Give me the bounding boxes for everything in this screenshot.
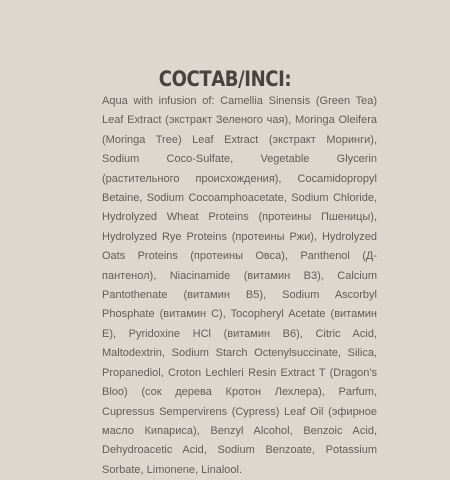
ingredients-list: Aqua with infusion of: Camellia Sinensis (Green Tea) Leaf Extract (экстракт Зеленого чая), Moringa Oleifera (Moringa Tree) Leaf Extract (экстракт Моринги), Sodium Coco-Sulfate, Vegetable Glycerin (растительного происхождения), Cocamidopropyl Betaine, Sodium Cocoamphoacetate, Sodium Chloride, Hydrolyzed Wheat Proteins (протеины Пшеницы), Hydrolyzed Rye Proteins (протеины Ржи), Hydrolyzed Oats Proteins (протеины Овса), Panthenol (Д-пантенол), Niacinamide (витамин В3), Calcium Pantothenate (витамин В5), Sodium Ascorbyl Phosphate (витамин С), Tocopheryl Acetate (витамин Е), Pyridoxine HCl (витамин В6), Citric Acid, Maltodextrin, Sodium Starch Octenylsuccinate, Silica, Propanediol, Croton Lechleri Resin Extract T (Dragon's Bloo) (сок дерева Кротон Лехлера), Parfum, Cupressus Sempervirens (Cypress) Leaf Oil (эфирное масло Кипариса), Benzyl Alcohol, Benzoic Acid, Dehydroacetic Acid, Sodium Benzoate, Potassium Sorbate, Limonene, Linalool.	[102, 95, 377, 476]
composition-heading: СОСТАВ/INCI:	[158, 67, 292, 91]
